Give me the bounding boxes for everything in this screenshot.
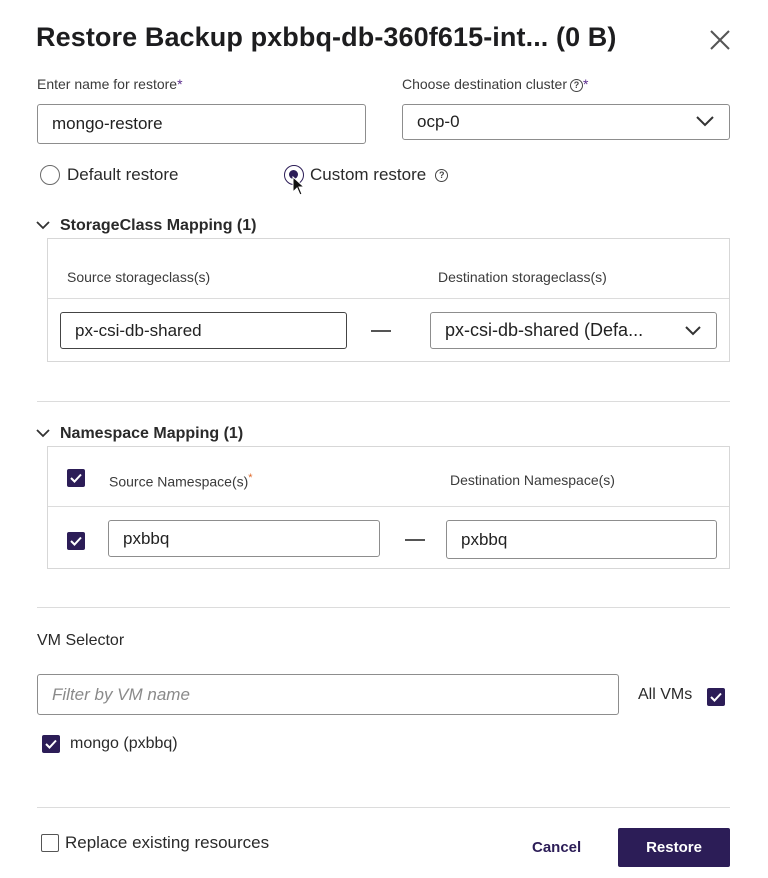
mapping-dash: [371, 330, 391, 332]
vm-selector-title: VM Selector: [37, 632, 125, 649]
help-icon[interactable]: ?: [435, 169, 448, 182]
destination-storageclass-select[interactable]: [430, 312, 717, 349]
check-icon: [70, 473, 82, 483]
vm-checkbox[interactable]: [42, 735, 60, 753]
check-icon: [45, 739, 57, 749]
restore-name-input[interactable]: [37, 104, 366, 144]
storageclass-mapping-toggle[interactable]: [36, 217, 256, 235]
section-divider: [37, 401, 730, 402]
divider: [48, 298, 729, 299]
section-divider: [37, 607, 730, 608]
all-vms-checkbox[interactable]: [707, 688, 725, 706]
divider: [48, 506, 729, 507]
footer-divider: [37, 807, 730, 808]
mouse-cursor-icon: [292, 176, 306, 201]
dialog-title: Restore Backup pxbbq-db-360f615-int... (0 B): [36, 22, 617, 52]
vm-filter-input[interactable]: [37, 674, 619, 715]
namespace-row-checkbox[interactable]: [67, 532, 85, 550]
destination-namespace-header: Destination Namespace(s): [450, 472, 615, 488]
cancel-button[interactable]: Cancel: [532, 839, 582, 856]
chevron-down-icon: [36, 217, 50, 235]
destination-storageclass-value: px-csi-db-shared (Defa...: [445, 320, 644, 340]
all-vms-label: All VMs: [638, 686, 693, 703]
namespace-mapping-toggle[interactable]: [36, 425, 243, 443]
vm-list-item[interactable]: [42, 735, 178, 753]
custom-restore-label: Custom restore: [310, 165, 427, 184]
custom-restore-option[interactable]: [284, 165, 448, 185]
storageclass-mapping-panel: [47, 238, 730, 362]
check-icon: [710, 692, 722, 702]
select-all-namespaces-checkbox[interactable]: [67, 469, 85, 487]
namespace-mapping-title: Namespace Mapping (1): [60, 425, 244, 442]
restore-button[interactable]: Restore: [618, 828, 730, 867]
chevron-down-icon: [684, 320, 702, 341]
replace-existing-option[interactable]: [41, 833, 269, 853]
destination-cluster-value: ocp-0: [417, 112, 460, 131]
vm-filter-placeholder: Filter by VM name: [52, 684, 190, 704]
restore-name-label: Enter name for restore*: [37, 76, 183, 92]
namespace-mapping-panel: [47, 446, 730, 569]
restore-name-value: mongo-restore: [52, 114, 163, 133]
destination-storageclass-header: Destination storageclass(s): [438, 269, 607, 285]
destination-cluster-label: Choose destination cluster ? *: [402, 76, 589, 92]
mapping-dash: [405, 539, 425, 541]
source-storageclass-value: px-csi-db-shared: [75, 320, 202, 340]
source-storageclass-input[interactable]: [60, 312, 347, 349]
destination-cluster-select[interactable]: [402, 104, 730, 140]
source-storageclass-header: Source storageclass(s): [67, 269, 211, 285]
close-icon[interactable]: [706, 26, 734, 54]
destination-namespace-input[interactable]: [446, 520, 717, 559]
destination-namespace-value: pxbbq: [461, 529, 508, 549]
replace-existing-label: Replace existing resources: [65, 833, 270, 852]
source-namespace-header: Source Namespace(s)*: [109, 472, 253, 490]
check-icon: [70, 536, 82, 546]
storageclass-mapping-title: StorageClass Mapping (1): [60, 217, 257, 234]
default-restore-option[interactable]: [40, 165, 179, 185]
default-restore-label: Default restore: [67, 165, 179, 184]
source-namespace-value: pxbbq: [123, 528, 170, 548]
source-namespace-input[interactable]: [108, 520, 380, 557]
chevron-down-icon: [36, 425, 50, 443]
replace-existing-checkbox[interactable]: [41, 834, 59, 852]
default-restore-radio[interactable]: [40, 165, 60, 185]
help-icon[interactable]: ?: [570, 79, 583, 92]
chevron-down-icon: [695, 112, 715, 132]
vm-label: mongo (pxbbq): [70, 735, 178, 752]
